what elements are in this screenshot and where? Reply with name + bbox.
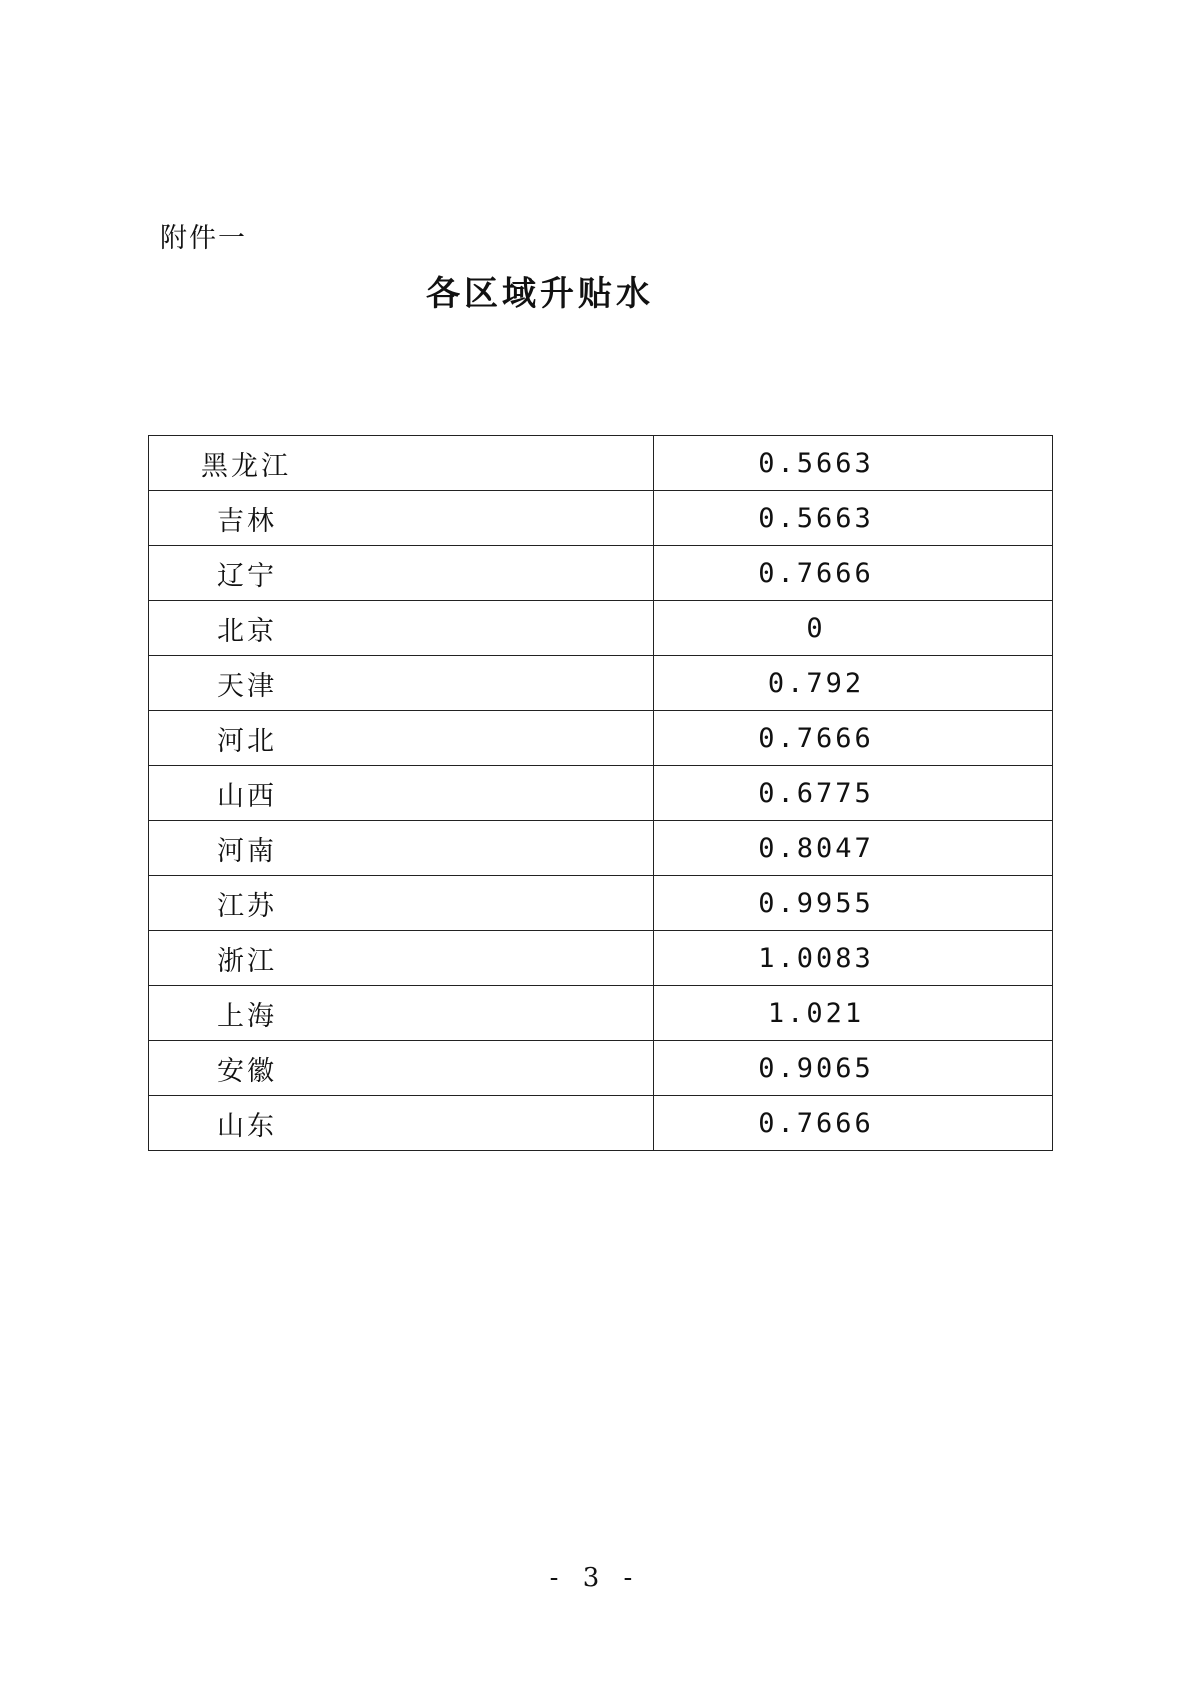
value-text: 1.0083 xyxy=(758,942,874,974)
value-cell xyxy=(654,1096,1053,1151)
table-row xyxy=(149,711,1053,766)
value-text: 0.7666 xyxy=(758,1107,874,1139)
table-row xyxy=(149,1041,1053,1096)
value-text: 0 xyxy=(806,612,826,644)
value-cell xyxy=(654,436,1053,491)
value-text: 0.7666 xyxy=(758,722,874,754)
table-row xyxy=(149,931,1053,986)
value-cell xyxy=(654,491,1053,546)
value-text: 0.5663 xyxy=(758,447,874,479)
region-cell: 河南 xyxy=(149,821,654,876)
region-cell: 山东 xyxy=(149,1096,654,1151)
value-text: 0.9955 xyxy=(758,887,874,919)
value-cell xyxy=(654,986,1053,1041)
table-row xyxy=(149,656,1053,711)
value-text: 0.792 xyxy=(767,667,865,699)
table-row xyxy=(149,821,1053,876)
value-text: 0.5663 xyxy=(758,502,874,534)
table-row xyxy=(149,601,1053,656)
region-cell: 天津 xyxy=(149,656,654,711)
value-cell xyxy=(654,876,1053,931)
table-row xyxy=(149,546,1053,601)
table-row xyxy=(149,436,1053,491)
value-text: 0.8047 xyxy=(758,832,874,864)
table-row xyxy=(149,876,1053,931)
value-cell xyxy=(654,821,1053,876)
table-row xyxy=(149,1096,1053,1151)
table-row xyxy=(149,766,1053,821)
region-cell: 黑龙江 xyxy=(149,436,654,491)
region-cell: 山西 xyxy=(149,766,654,821)
region-cell: 上海 xyxy=(149,986,654,1041)
value-text: 1.021 xyxy=(767,997,865,1029)
table-row xyxy=(149,491,1053,546)
region-cell: 浙江 xyxy=(149,931,654,986)
value-text: 0.7666 xyxy=(758,557,874,589)
page-number: - 3 - xyxy=(549,1563,641,1593)
table-row xyxy=(149,986,1053,1041)
regional-premium-table xyxy=(148,435,1053,1151)
document-title: 各区域升贴水 xyxy=(426,274,654,314)
value-cell xyxy=(654,766,1053,821)
region-cell: 安徽 xyxy=(149,1041,654,1096)
attachment-label: 附件一 xyxy=(160,223,247,254)
value-cell xyxy=(654,711,1053,766)
value-text: 0.9065 xyxy=(758,1052,874,1084)
value-cell xyxy=(654,1041,1053,1096)
value-cell xyxy=(654,601,1053,656)
value-cell xyxy=(654,656,1053,711)
value-cell xyxy=(654,546,1053,601)
value-text: 0.6775 xyxy=(758,777,874,809)
region-cell: 辽宁 xyxy=(149,546,654,601)
region-cell: 河北 xyxy=(149,711,654,766)
region-cell: 北京 xyxy=(149,601,654,656)
value-cell xyxy=(654,931,1053,986)
region-cell: 江苏 xyxy=(149,876,654,931)
region-cell: 吉林 xyxy=(149,491,654,546)
